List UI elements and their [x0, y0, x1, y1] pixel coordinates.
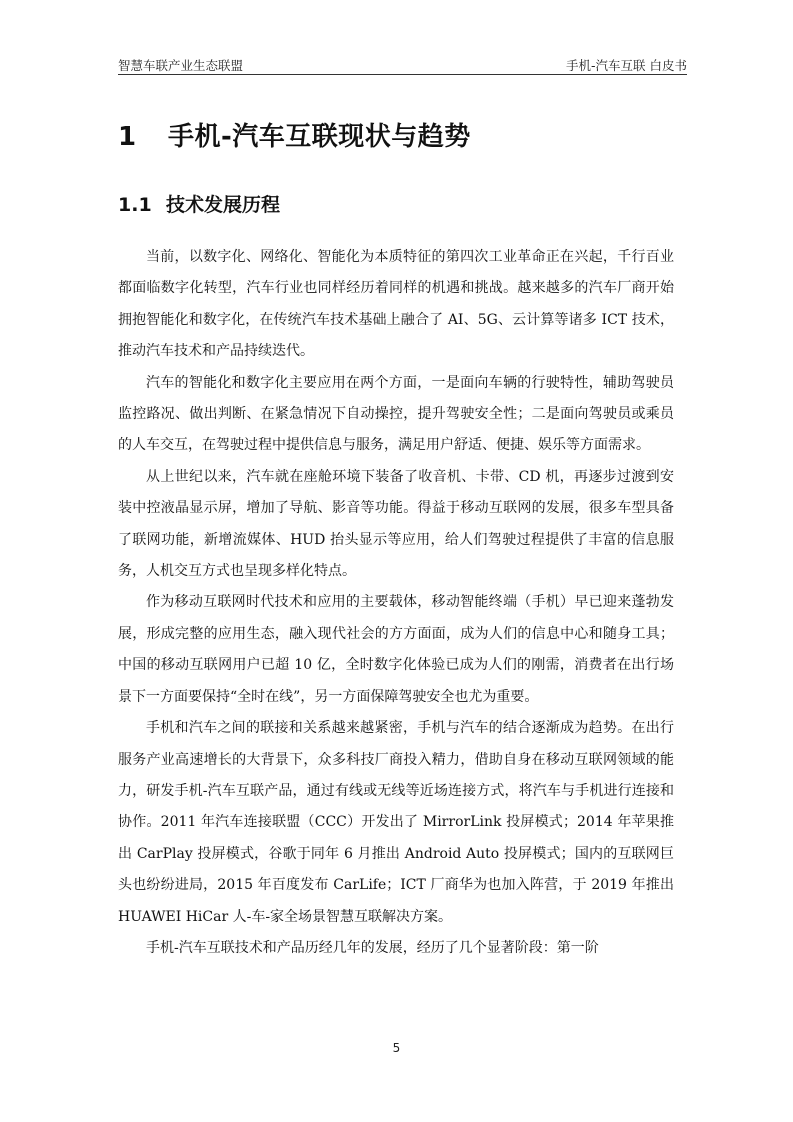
chapter-number: 1 [118, 122, 137, 152]
paragraph: 从上世纪以来，汽车就在座舱环境下装备了收音机、卡带、CD 机，再逐步过渡到安装中控液晶显示屏，增加了导航、影音等功能。得益于移动互联网的发展，很多车型具备了联网功能，新增流媒体、HUD 抬头显示等应用，给人们驾驶过程提供了丰富的信息服务，人机交互方式也呈现多样化特点。 [118, 468, 674, 580]
paragraph: 当前，以数字化、网络化、智能化为本质特征的第四次工业革命正在兴起，千行百业都面临数字化转型，汽车行业也同样经历着同样的机遇和挑战。越来越多的汽车厂商开始拥抱智能化和数字化，在传统汽车技术基础上融合了 AI、5G、云计算等诸多 ICT 技术，推动汽车技术和产品持续迭代。 [118, 249, 674, 360]
page-number: 5 [392, 1041, 401, 1055]
header-organization: 智慧车联产业生态联盟 [118, 58, 244, 73]
paragraph: 汽车的智能化和数字化主要应用在两个方面，一是面向车辆的行驶特性，辅助驾驶员监控路况、做出判断、在紧急情况下自动操控，提升驾驶安全性；二是面向驾驶员或乘员的人车交互，在驾驶过程中提供信息与服务，满足用户舒适、便捷、娱乐等方面需求。 [118, 374, 674, 454]
chapter-heading [118, 116, 471, 153]
page-header [118, 54, 687, 75]
paragraph: 手机-汽车互联技术和产品历经几年的发展，经历了几个显著阶段：第一阶 [146, 939, 599, 956]
chapter-title: 手机-汽车互联现状与趋势 [168, 122, 471, 152]
section-title: 技术发展历程 [166, 194, 281, 216]
paragraph: 手机和汽车之间的联接和关系越来越紧密，手机与汽车的结合逐渐成为趋势。在出行服务产业高速增长的大背景下，众多科技厂商投入精力，借助自身在移动互联网领域的能力，研发手机-汽车互联产品，通过有线或无线等近场连接方式，将汽车与手机进行连接和协作。2011 年汽车连接联盟（CCC）开发出了 MirrorLink 投屏模式；2014 年苹果推出 CarPlay 投屏模式，谷歌于同年 6 月推出 Android Auto 投屏模式；国内的互联网巨头也纷纷进局，2015 年百度发布 CarLife；ICT 厂商华为也加入阵营，于 2019 年推出 HUAWEI HiCar 人-车-家全场景智慧互联解决方案。 [118, 720, 674, 925]
header-document-title: 手机-汽车互联 白皮书 [566, 58, 687, 73]
section-number: 1.1 [118, 194, 152, 216]
section-heading [118, 190, 280, 217]
body-text [118, 242, 674, 964]
paragraph: 作为移动互联网时代技术和应用的主要载体，移动智能终端（手机）早已迎来蓬勃发展，形成完整的应用生态，融入现代社会的方方面面，成为人们的信息中心和随身工具；中国的移动互联网用户已超 10 亿，全时数字化体验已成为人们的刚需，消费者在出行场景下一方面要保持“全时在线”，另一方面保障驾驶安全也尤为重要。 [118, 594, 674, 705]
